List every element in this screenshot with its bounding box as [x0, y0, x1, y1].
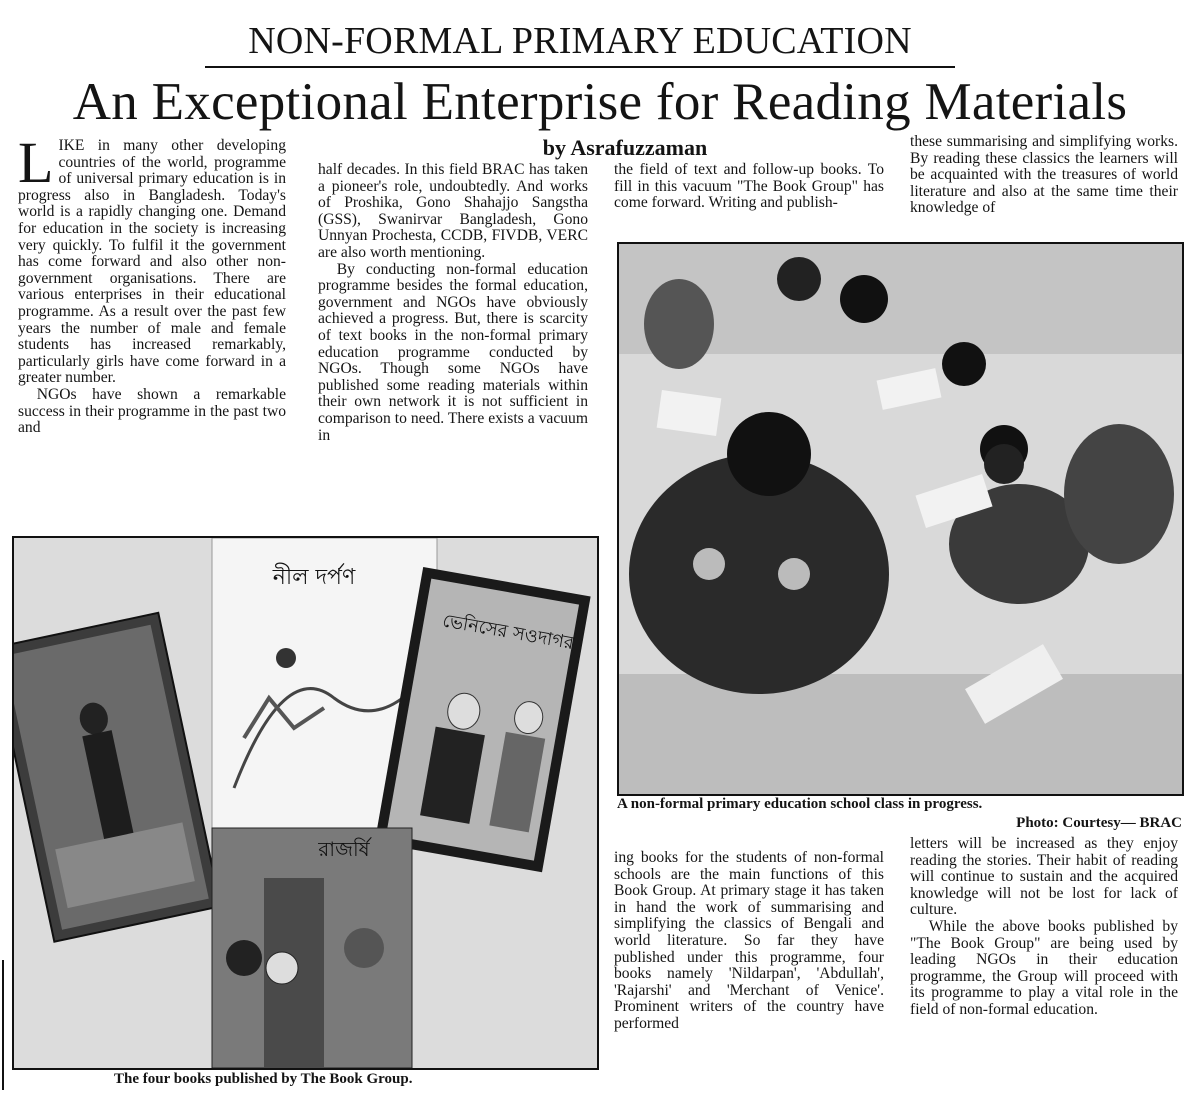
classroom-photo-credit: Photo: Courtesy— BRAC — [1016, 815, 1182, 831]
book-title-rajarshi: রাজর্ষি — [318, 837, 370, 861]
column-4-bottom — [910, 836, 1178, 1019]
col2-paragraph-1: half decades. In this field BRAC has taken a pioneer's role, undoubtedly. And works of Proshika, Gono Shahajjo Sangstha (GSS), Swanirvar Bangladesh, Gono Unnyan Prochesta, CCDB, FIVDB, VERC are also worth mentioning. — [318, 161, 588, 261]
books-photo-caption: The four books published by The Book Group. — [114, 1071, 413, 1087]
section-kicker: NON-FORMAL PRIMARY EDUCATION — [205, 18, 955, 68]
left-edge-rule — [2, 960, 4, 1090]
column-1 — [18, 130, 286, 437]
col1-paragraph-2: NGOs have shown a remarkable success in their programme in the past two and — [18, 385, 286, 437]
classroom-photo-caption: A non-formal primary education school class in progress. — [617, 796, 983, 812]
drop-cap: L — [18, 130, 54, 195]
col2-paragraph-2: By conducting non-formal education programme besides the formal education, government and NGOs have obviously achieved a progress. But, there is scarcity of text books in the non-formal primary education programme conducted by NGOs. Though some NGOs have published some reading materials within their own network it is not sufficient in comparison to need. There exists a vacuum in — [318, 260, 588, 444]
classroom-photo-image — [619, 244, 1182, 794]
col4-paragraph-1: letters will be increased as they enjoy reading the stories. Their habit of reading will continue to sustain and the acquired knowledge will not be lost for lack of culture. — [910, 835, 1178, 919]
book-title-nildarpan: নীল দর্পণ — [272, 565, 356, 590]
book-rajarshi — [212, 828, 412, 1068]
byline: by Asrafuzzaman — [542, 135, 708, 160]
col1-paragraph-1: LIKE in many other developing countries of the world, programme of universal primary education is in progress also in Bangladesh. Today's world is a rapidly changing one. Demand for education in the society is increasing very quickly. To fulfil it the government has come forward and also other non-government organisations. There are various enterprises in their educational programme. As a result over the past few years the number of male and female students has increased remarkably, particularly girls have come forward in a greater number. — [18, 130, 286, 387]
col4-paragraph-2: While the above books published by "The Book Group" are being used by leading NGOs in their education programme, the Group will proceed with its programme to play a vital role in the field of non-formal education. — [910, 917, 1178, 1018]
column-2 — [318, 162, 588, 444]
book-title-merchant: ভেনিসের সওদাগর — [440, 610, 576, 655]
column-3-bottom: ing books for the students of non-formal schools are the main functions of this Book Group. At primary stage it has taken in hand the work of summarising and simplifying the classics of Bengali and world literature. So far they have published under this programme, four books namely 'Nildarpan', 'Abdullah', 'Rajarshi' and 'Merchant of Venice'. Prominent writers of the country have performed — [614, 849, 884, 1032]
classroom-photo — [617, 242, 1184, 796]
books-photo — [12, 536, 599, 1070]
column-3-top: the field of text and follow-up books. To fill in this vacuum "The Book Group" has come forward. Writing and publish- — [614, 161, 884, 212]
headline: An Exceptional Enterprise for Reading Materials — [72, 73, 1128, 131]
books-photo-image — [14, 538, 597, 1068]
column-4-top: these summarising and simplifying works. By reading these classics the learners will be acquainted with the treasures of world literature and also at the same time their knowledge of — [910, 133, 1178, 217]
